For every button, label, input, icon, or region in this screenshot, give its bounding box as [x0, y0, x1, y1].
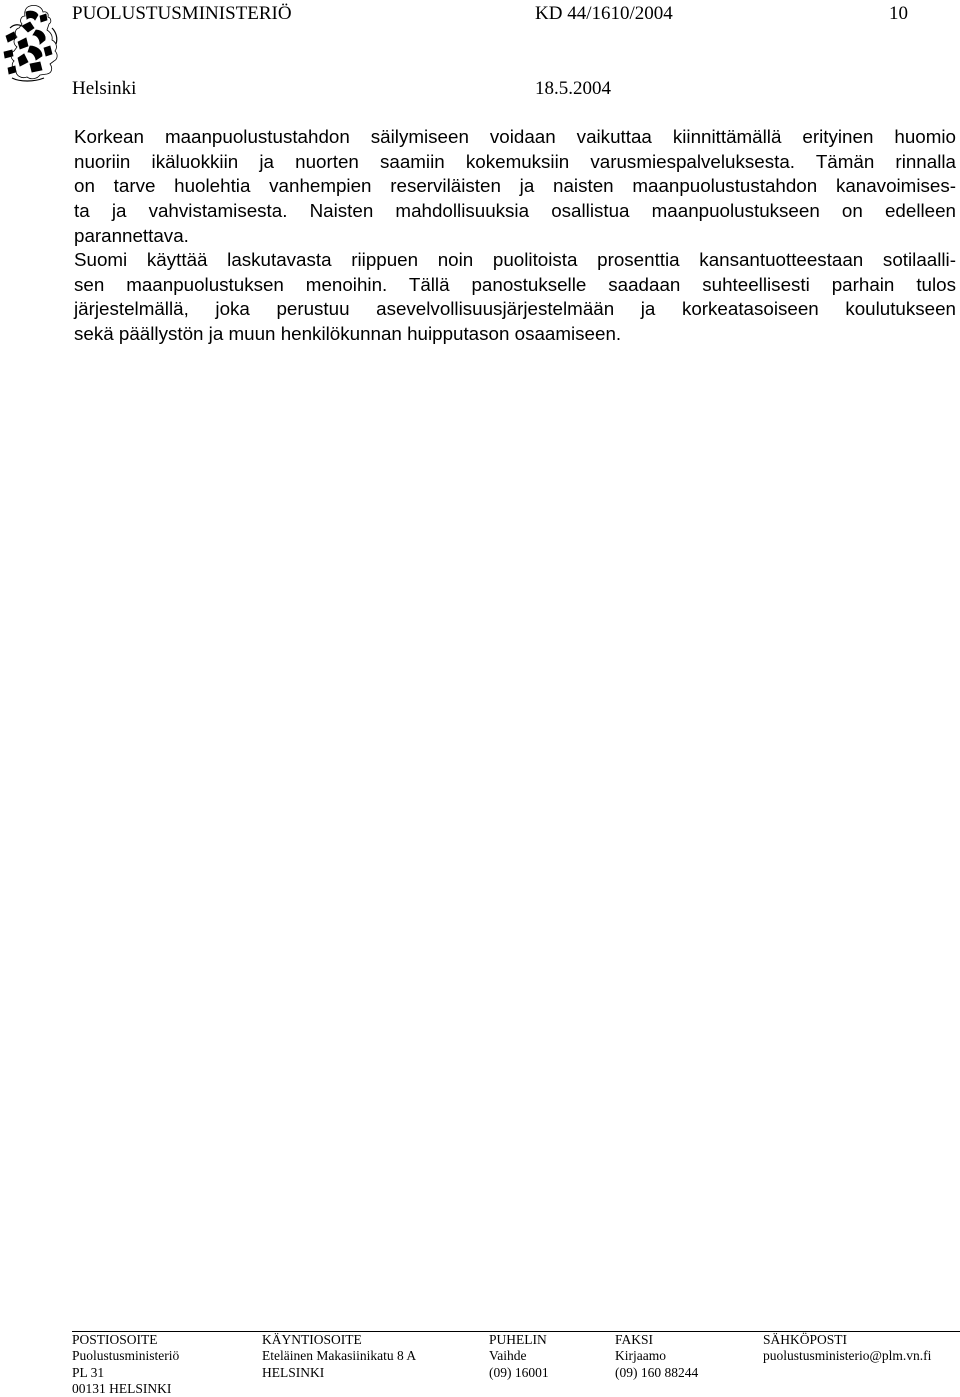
footer-visiting-address	[262, 1332, 416, 1381]
footer-heading: FAKSI	[615, 1332, 654, 1347]
document-reference: KD 44/1610/2004	[535, 3, 673, 24]
footer-line: Vaihde	[489, 1348, 527, 1364]
footer-email	[763, 1332, 931, 1365]
footer-heading: PUHELIN	[489, 1332, 547, 1347]
coat-of-arms-lion-icon	[0, 2, 66, 84]
footer-postal-address	[72, 1332, 179, 1397]
footer-line: PL 31	[72, 1364, 105, 1380]
footer-phone	[489, 1332, 549, 1381]
paragraph-line: Suomi käyttää laskutavasta riippuen noin puolitoista prosenttia kansantuotteestaan sotilaalli-	[74, 249, 956, 270]
footer-heading: KÄYNTIOSOITE	[262, 1332, 362, 1347]
footer-line: Kirjaamo	[615, 1348, 666, 1364]
footer-heading: POSTIOSOITE	[72, 1332, 158, 1347]
footer-line: HELSINKI	[262, 1364, 325, 1380]
footer-line: Eteläinen Makasiinikatu 8 A	[262, 1348, 417, 1364]
paragraph-line: ta ja vahvistamisesta. Naisten mahdollisuuksia osallistua maanpuolustukseen on edelleen	[74, 200, 956, 222]
footer-line: (09) 16001	[489, 1364, 549, 1380]
paragraph-2	[74, 248, 956, 347]
footer-line: Puolustusministeriö	[72, 1348, 180, 1364]
paragraph-line: järjestelmällä, joka perustuu asevelvollisuusjärjestelmään ja korkeatasoiseen koulutukseen	[74, 298, 956, 320]
footer-line: 00131 HELSINKI	[72, 1380, 172, 1396]
paragraph-line: nuoriin ikäluokkiin ja nuorten saamiin kokemuksiin varusmiespalveluksesta. Tämän rinnalla	[74, 150, 956, 172]
document-date: 18.5.2004	[535, 78, 611, 99]
footer-email-address: puolustusministerio@plm.vn.fi	[763, 1348, 932, 1364]
paragraph-line: parannettava.	[74, 224, 189, 246]
paragraph-line: sen maanpuolustuksen menoihin. Tällä panostukselle saadaan suhteellisesti parhain tulos	[74, 273, 956, 295]
paragraph-line: Korkean maanpuolustustahdon säilymiseen voidaan vaikuttaa kiinnittämällä erityinen huomio	[74, 126, 956, 147]
footer-line: (09) 160 88244	[615, 1364, 699, 1380]
paragraph-line: sekä päällystön ja muun henkilökunnan huipputason osaamiseen.	[74, 323, 622, 345]
page-number: 10	[889, 3, 908, 24]
footer-heading: SÄHKÖPOSTI	[763, 1332, 848, 1347]
city: Helsinki	[72, 78, 137, 99]
ministry-name: PUOLUSTUSMINISTERIÖ	[72, 3, 292, 24]
paragraph-1	[74, 125, 956, 249]
footer-fax	[615, 1332, 698, 1381]
paragraph-line: on tarve huolehtia vanhempien reserviläisten ja naisten maanpuolustustahdon kanavoimises-	[74, 175, 956, 197]
